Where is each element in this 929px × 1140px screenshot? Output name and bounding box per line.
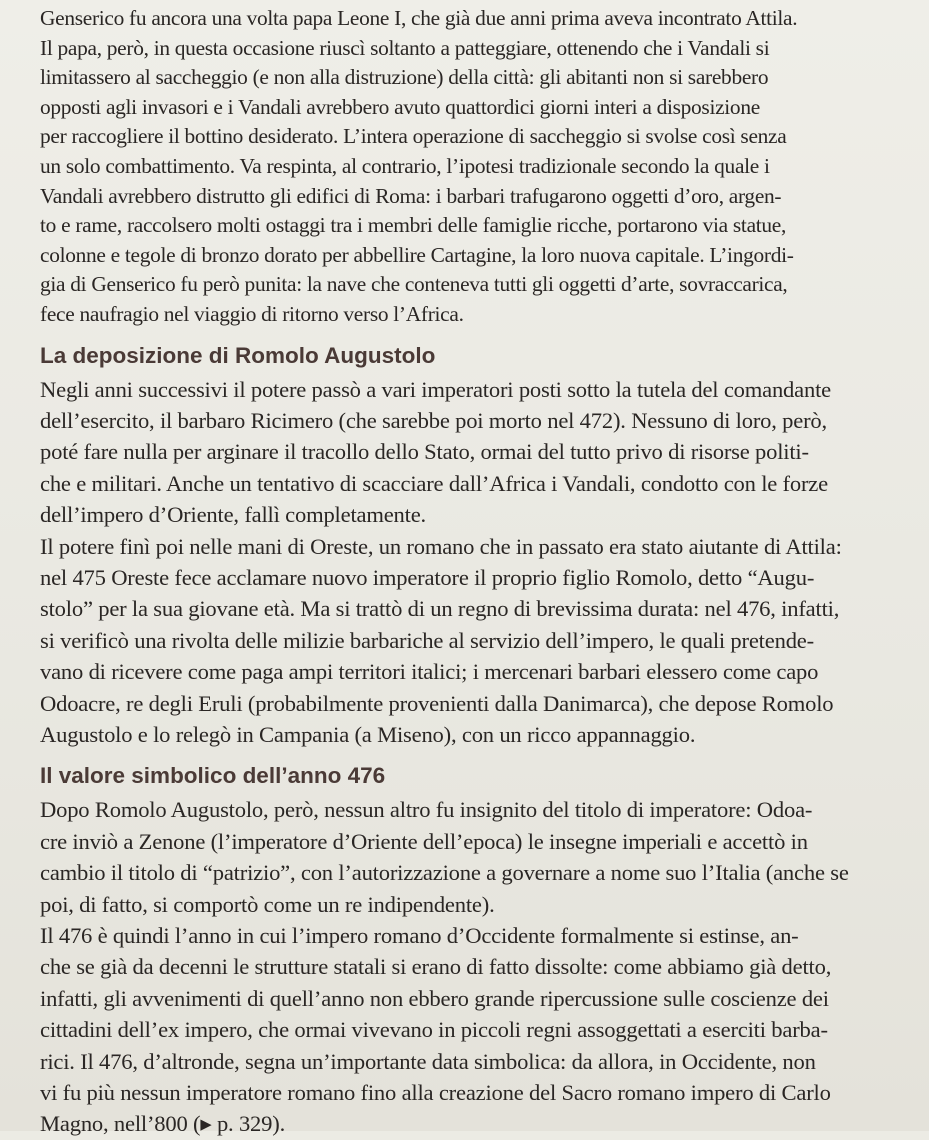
paragraph-year-476 <box>40 794 903 1139</box>
text-line: Il potere finì poi nelle mani di Oreste, un romano che in passato era stato aiutante di Attila: <box>40 533 842 559</box>
text-line: poi, di fatto, si comportò come un re indipendente). <box>40 891 495 917</box>
text-line: nel 475 Oreste fece acclamare nuovo imperatore il proprio figlio Romolo, detto “Augu- <box>40 564 815 590</box>
text-line: colonne e tegole di bronzo dorato per abbellire Cartagine, la loro nuova capitale. L’ingordi- <box>40 242 794 267</box>
text-line: cambio il titolo di “patrizio”, con l’autorizzazione a governare a nome suo l’Italia (anche se <box>40 860 849 886</box>
text-line: per raccogliere il bottino desiderato. L’intera operazione di saccheggio si svolse così senza <box>40 124 787 149</box>
text-line: un solo combattimento. Va respinta, al contrario, l’ipotesi tradizionale secondo la quale i <box>40 153 770 178</box>
text-line: infatti, gli avvenimenti di quell’anno non ebbero grande ripercussione sulle coscienze dei <box>40 985 829 1011</box>
text-line: vi fu più nessun imperatore romano fino alla creazione del Sacro romano impero di Carlo <box>40 1080 831 1106</box>
text-line: dell’esercito, il barbaro Ricimero (che sarebbe poi morto nel 472). Nessuno di loro, però, <box>40 407 827 433</box>
text-line: Magno, nell’800 (▸ p. 329). <box>40 1111 286 1137</box>
text-line: che e militari. Anche un tentativo di scacciare dall’Africa i Vandali, condotto con le forze <box>40 470 828 496</box>
text-line: to e rame, raccolsero molti ostaggi tra i membri delle famiglie ricche, portarono via statue, <box>40 213 787 238</box>
section-heading-deposition: La deposizione di Romolo Augustolo <box>40 342 436 368</box>
text-line: rici. Il 476, d’altronde, segna un’importante data simbolica: da allora, in Occidente, non <box>40 1048 816 1074</box>
text-line: cre inviò a Zenone (l’imperatore d’Oriente dell’epoca) le insegne imperiali e accettò in <box>40 828 808 854</box>
text-line: stolo” per la sua giovane età. Ma si trattò di un regno di brevissima durata: nel 476, infatti, <box>40 596 840 622</box>
text-line: opposti agli invasori e i Vandali avrebbero avuto quattordici giorni interi a disposizione <box>40 94 760 119</box>
text-line: poté fare nulla per arginare il tracollo dello Stato, ormai del tutto privo di risorse politi- <box>40 439 809 465</box>
text-line: Vandali avrebbero distrutto gli edifici di Roma: i barbari trafugarono oggetti d’oro, argen- <box>40 183 782 208</box>
text-line: che se già da decenni le strutture statali si erano di fatto dissolte: come abbiamo già detto, <box>40 954 832 980</box>
text-line: gia di Genserico fu però punita: la nave che conteneva tutti gli oggetti d’arte, sovraccarica, <box>40 272 788 297</box>
section-heading-year-476: Il valore simbolico dell’anno 476 <box>40 763 386 789</box>
paragraph-deposition <box>40 374 903 751</box>
text-line: dell’impero d’Oriente, fallì completamente. <box>40 502 427 528</box>
paragraph-sack-of-rome <box>40 4 903 330</box>
text-line: Genserico fu ancora una volta papa Leone I, che già due anni prima aveva incontrato Attila. <box>40 6 798 30</box>
text-line: Odoacre, re degli Eruli (probabilmente provenienti dalla Danimarca), che depose Romolo <box>40 690 834 716</box>
text-line: Augustolo e lo relegò in Campania (a Miseno), con un ricco appannaggio. <box>40 722 696 747</box>
text-line: vano di ricevere come paga ampi territori italici; i mercenari barbari elessero come capo <box>40 659 819 685</box>
text-line: limitassero al saccheggio (e non alla distruzione) della città: gli abitanti non si sarebbero <box>40 65 769 90</box>
text-line: Il 476 è quindi l’anno in cui l’impero romano d’Occidente formalmente si estinse, an- <box>40 923 799 949</box>
text-line: si verificò una rivolta delle milizie barbariche al servizio dell’impero, le quali pretende- <box>40 627 814 653</box>
text-line: Dopo Romolo Augustolo, però, nessun altro fu insignito del titolo di imperatore: Odoa- <box>40 797 813 823</box>
text-line: Negli anni successivi il potere passò a vari imperatori posti sotto la tutela del comandante <box>40 376 831 402</box>
text-line: fece naufragio nel viaggio di ritorno verso l’Africa. <box>40 301 464 326</box>
text-line: Il papa, però, in questa occasione riuscì soltanto a patteggiare, ottenendo che i Vandali si <box>40 35 770 60</box>
text-line: cittadini dell’ex impero, che ormai vivevano in piccoli regni assoggettati a eserciti barba- <box>40 1017 828 1043</box>
